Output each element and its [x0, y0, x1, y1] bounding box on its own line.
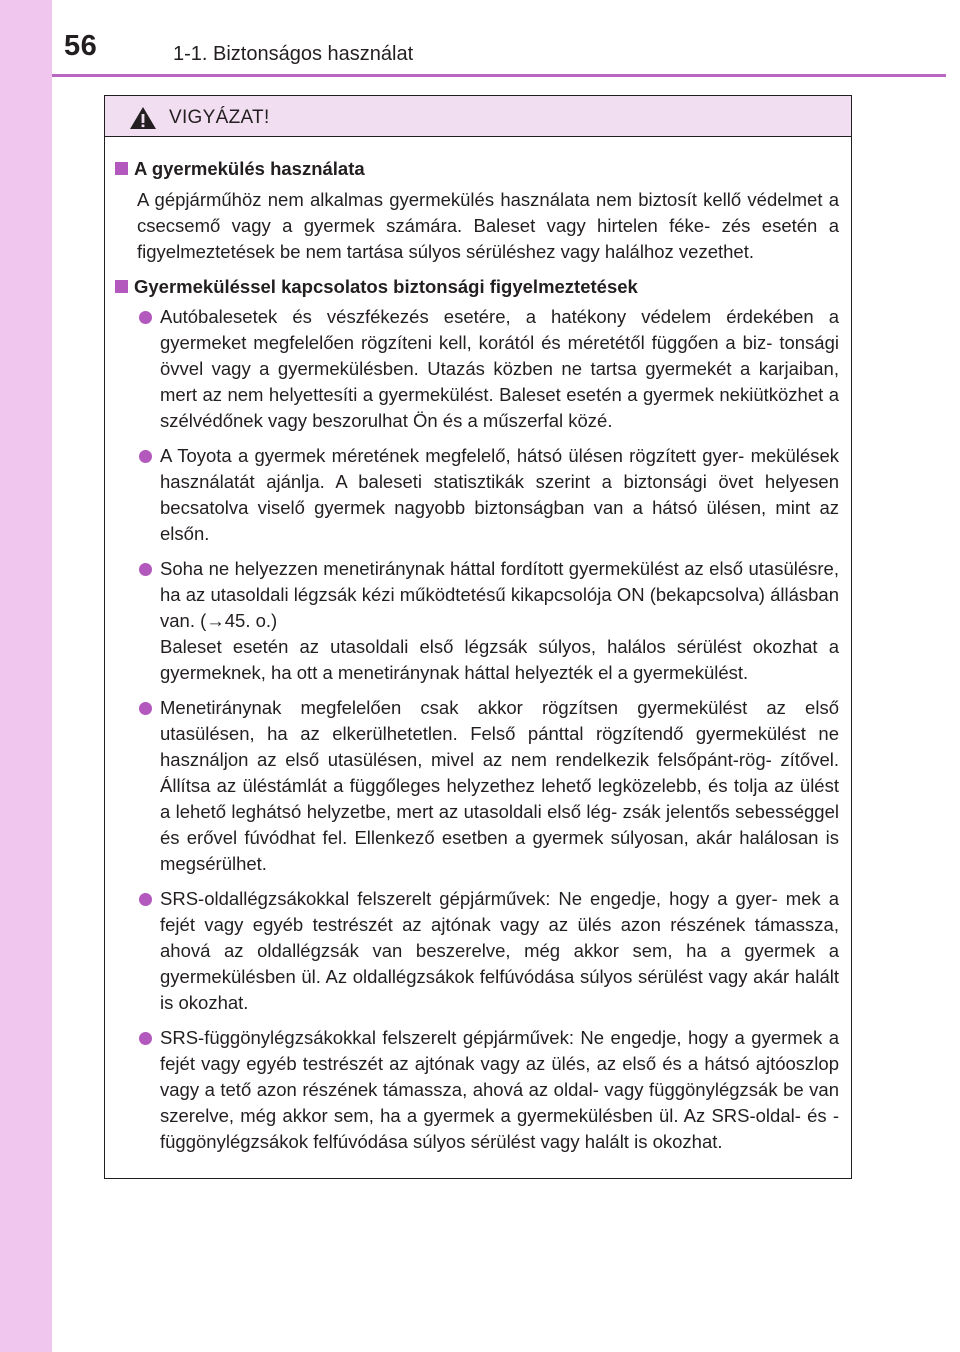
circle-bullet-icon: [139, 702, 152, 715]
section-heading: [115, 273, 839, 300]
header-rule: [52, 74, 946, 77]
circle-bullet-icon: [139, 893, 152, 906]
bullet-item: [139, 556, 839, 686]
page-number: 56: [64, 30, 98, 62]
section-title: 1-1. Biztonságos használat: [173, 43, 414, 65]
bullet-item: [139, 443, 839, 547]
heading-text: Gyermeküléssel kapcsolatos biztonsági figyelmeztetések: [134, 276, 638, 297]
section-heading: [115, 155, 839, 182]
circle-bullet-icon: [139, 1032, 152, 1045]
bullet-text: Menetiránynak megfelelően csak akkor rögzítsen gyermekülést az első utasülésen, ha az elkerülhetetlen. Felső pánttal rögzítendő gyermekülést ne használjon az első utasülésen, mivel az nem rendelkezik felsőpánt-rög- zítővel. Állítsa az üléstámlát a függőleges helyzethez lehető legközelebb, és tolja az ülést a lehető leghátsó helyzetbe, mert az utasoldali első lég- zsák jelentős sebességgel és erővel fúvódhat fel. Ellenkező esetben a gyermek súlyosan, akár halálosan is megsérülhet.: [160, 697, 839, 874]
warning-triangle-icon: [129, 106, 157, 130]
bullet-item: [139, 695, 839, 877]
side-color-band: [0, 0, 52, 1352]
heading-text: A gyermekülés használata: [134, 158, 365, 179]
bullet-text: Autóbalesetek és vészfékezés esetére, a hatékony védelem érdekében a gyermeket megfelelően rögzíteni kell, korától és méretétől függően a biz- tonsági övvel vagy a gyermekülésben. Utazás közben ne tartsa gyermekét a karjaiban, mert az nem helyettesíti a gyermekülést. Baleset esetén a gyermek nekiütközhet a szélvédőnek vagy beszorulhat Ön és a műszerfal közé.: [160, 306, 839, 431]
bullet-item: [139, 1025, 839, 1155]
circle-bullet-icon: [139, 450, 152, 463]
bullet-item: [139, 886, 839, 1016]
bullet-text: SRS-függönylégzsákokkal felszerelt gépjárművek: Ne engedje, hogy a gyermek a fejét vagy egyéb testrészét az ajtónak vagy az ülés, az első és a hátsó ajtóoszlop vagy a tető azon részének támassza, ahová az oldal- vagy függönylégzsák be van szerelve, még akkor sem, ha a gyermek a gyermekülésben ül. Az SRS-oldal- és -függönylégzsákok felfúvódása súlyos sérülést vagy halált is okozhat.: [160, 1027, 839, 1152]
bullet-text: SRS-oldallégzsákokkal felszerelt gépjárművek: Ne engedje, hogy a gyer- mek a fejét vagy egyéb testrészét az ajtónak vagy az ülés azon részének támassza, ahová az oldallégzsák van beszerelve, még akkor sem, ha a gyermek a gyermekülésben ül. Az oldallégzsákok felfúvódása súlyos sérülést vagy akár halált is okozhat.: [160, 888, 839, 1013]
bullet-item: [139, 304, 839, 434]
square-bullet-icon: [115, 162, 128, 175]
warning-box: [104, 95, 852, 1179]
square-bullet-icon: [115, 280, 128, 293]
circle-bullet-icon: [139, 563, 152, 576]
circle-bullet-icon: [139, 311, 152, 324]
warning-title: VIGYÁZAT!: [169, 107, 270, 128]
warning-header: [105, 96, 851, 137]
bullet-text: Soha ne helyezzen menetiránynak háttal fordított gyermekülést az első utasülésre, ha az utasoldali légzsák kézi működtetésű kikapcsolója ON (bekapcsolva) állásban van. (→45. o.) Baleset esetén az utasoldali első légzsák súlyos, halálos sérülést okozhat a gyermeknek, ha ott a menetiránynak háttal helyezték el a gyermekülést.: [160, 558, 839, 683]
paragraph: A gépjárműhöz nem alkalmas gyermekülés használata nem biztosít kellő védelmet a csecsemő vagy a gyermek számára. Baleset vagy hirtelen féke- zés esetén a figyelmeztetések be nem tartása súlyos sérüléshez vagy halálhoz vezethet.: [137, 189, 839, 262]
warning-content: [105, 137, 851, 1155]
bullet-text: A Toyota a gyermek méretének megfelelő, hátsó ülésen rögzített gyer- mekülések használatát ajánlja. A baleseti statisztikák szerint a biztonsági övet helyesen becsatolva viselő gyermek nagyobb biztonságban van a hátsó ülésen, mint az elsőn.: [160, 445, 839, 544]
